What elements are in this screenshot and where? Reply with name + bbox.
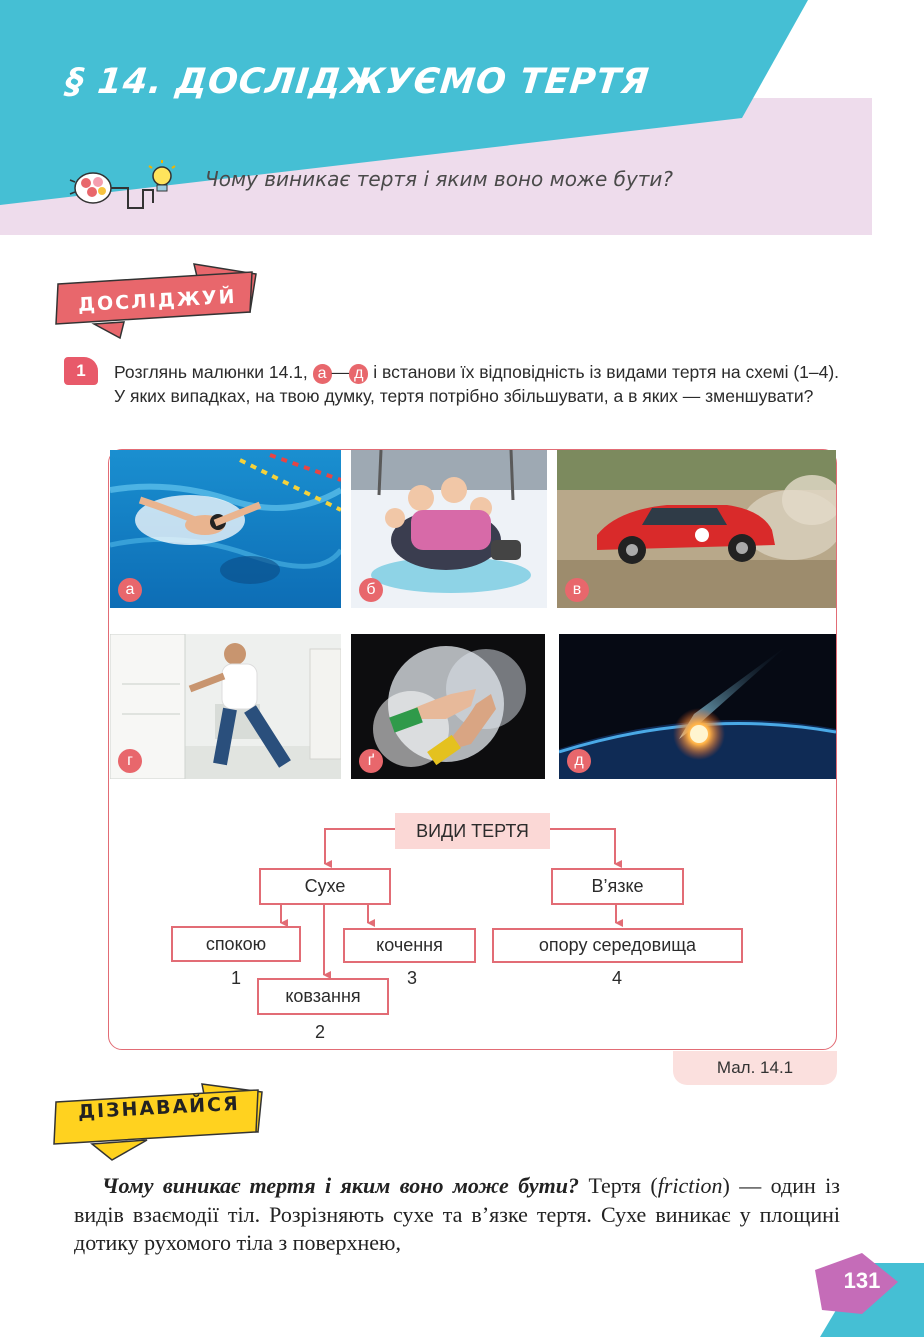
diagram-static: спокою	[171, 926, 301, 962]
diagram-num-3: 3	[407, 968, 418, 988]
photo-label-g2: ґ	[359, 749, 383, 773]
label-a-pill: а	[313, 364, 332, 384]
task-text: Розглянь малюнки 14.1, а — д і встанови їх відповідність із видами тертя на схемі (1–4). У яких випадках, на твою думку, тертя потрібно збільшувати, а в яких — зменшувати?	[114, 362, 840, 406]
photo-label-g: г	[118, 749, 142, 773]
body-paragraph: Чому виникає тертя і яким воно може бути? Тертя (friction) — один із видів взаємодії тіл. Розрізняють сухе та в’язке тертя. Сухе виникає у площині дотику рухомого тіла з поверхнею,	[74, 1173, 840, 1255]
photo-label-b: б	[359, 578, 383, 602]
diagram-sliding: ковзання	[257, 978, 389, 1015]
figure-caption: Мал. 14.1	[673, 1051, 837, 1085]
diagram-drag: опору середовища	[492, 928, 743, 963]
paragraph-question: Чому виникає тертя і яким воно може бути?	[102, 1173, 580, 1198]
learn-badge-label: ДІЗНАВАЙСЯ	[77, 1092, 241, 1124]
label-d-pill: д	[349, 364, 368, 384]
key-question: Чому виникає тертя і яким воно може бути?	[205, 167, 674, 191]
diagram-viscous: В’язке	[551, 868, 684, 905]
diagram-num-1: 1	[231, 968, 242, 988]
explore-badge-label: ДОСЛІДЖУЙ	[77, 285, 238, 317]
page-number: 131	[843, 1268, 881, 1293]
section-title: § 14. ДОСЛІДЖУЄМО ТЕРТЯ	[63, 62, 652, 102]
task-number: 1	[64, 357, 98, 385]
diagram-num-4: 4	[612, 968, 623, 988]
photo-label-v: в	[565, 578, 589, 602]
photo-label-d: д	[567, 749, 591, 773]
diagram-num-2: 2	[315, 1022, 326, 1042]
diagram-dry: Сухе	[259, 868, 391, 905]
photo-label-a: а	[118, 578, 142, 602]
diagram-rolling: кочення	[343, 928, 476, 963]
diagram-root: ВИДИ ТЕРТЯ	[395, 813, 550, 849]
